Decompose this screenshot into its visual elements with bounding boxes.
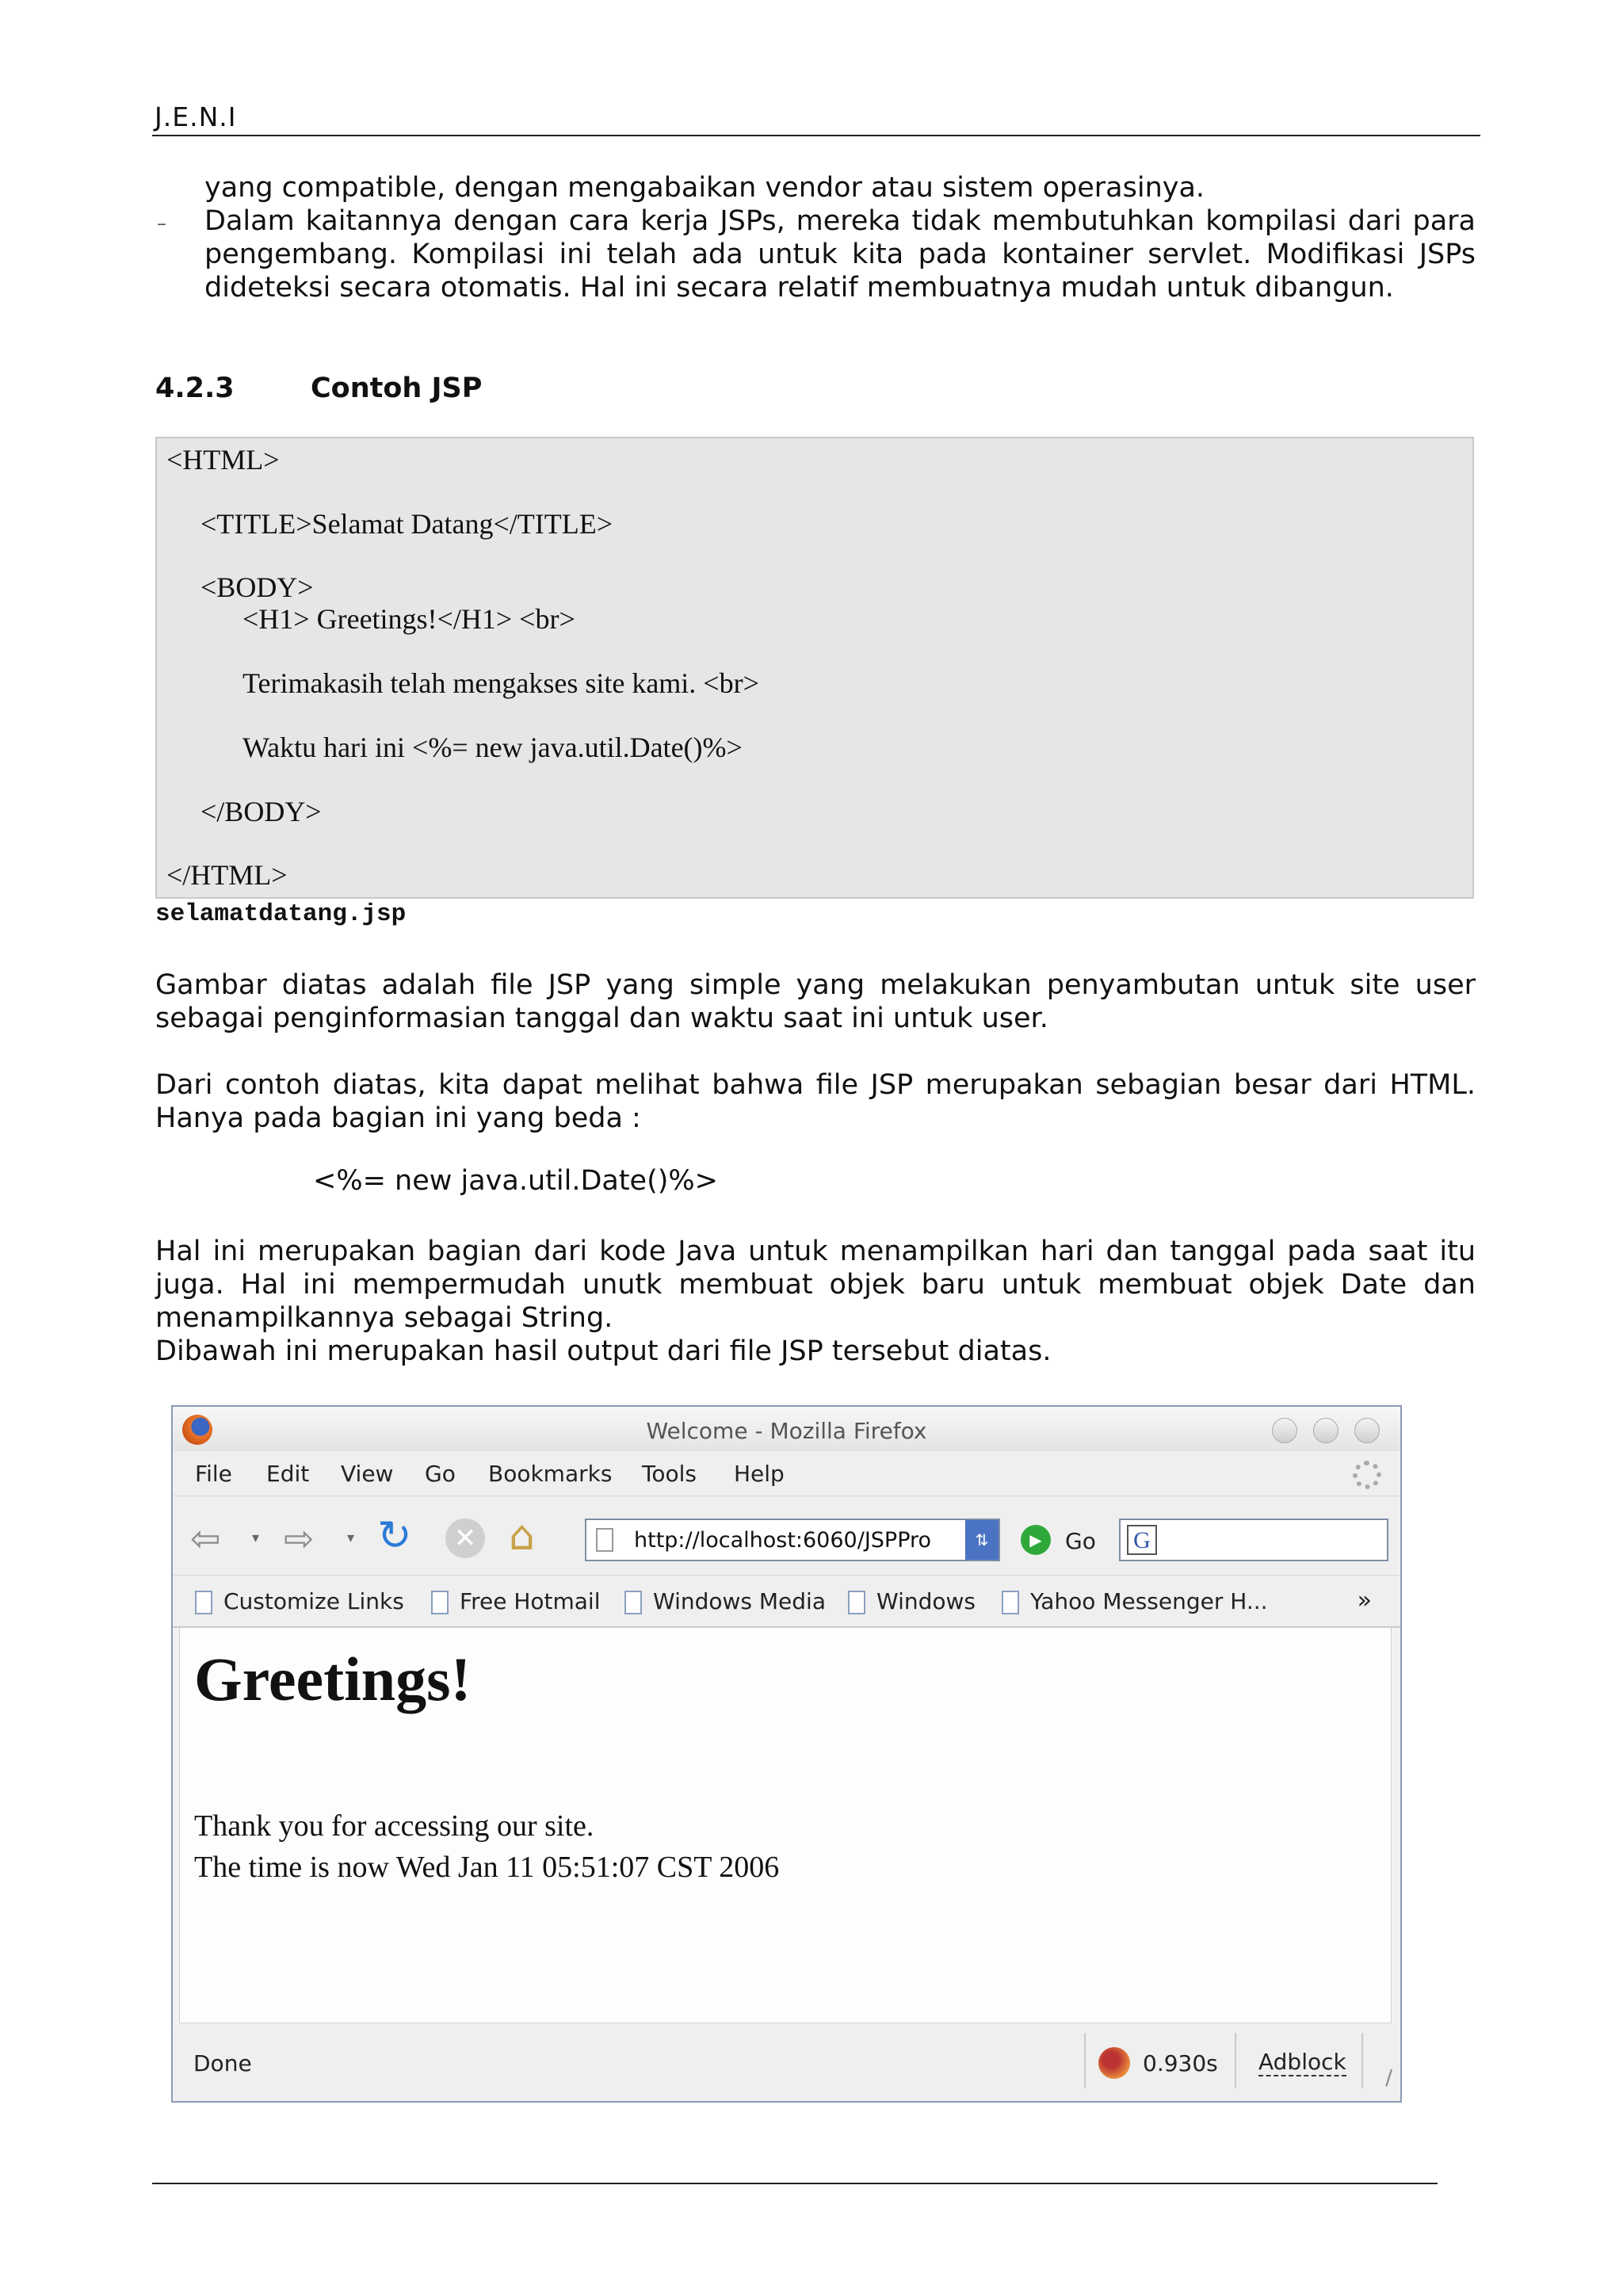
browser-window: [171, 1405, 1402, 2103]
status-divider: [1361, 2033, 1363, 2088]
continuation-line: [204, 171, 1476, 204]
paragraph-text: Gambar diatas adalah file JSP yang simple yang melakukan penyambutan untuk site user sebagai penginformasian tanggal dan waktu saat ini untuk user.: [155, 969, 1476, 1034]
paragraph-text: Hal ini merupakan bagian dari kode Java untuk menampilkan hari dan tanggal pada saat itu juga. Hal ini mempermudah unutk membuat objek baru untuk membuat objek Date dan menampilkannya sebagai String.: [155, 1236, 1476, 1334]
section-title: Contoh JSP: [311, 372, 483, 404]
forward-dropdown-icon[interactable]: ▾: [347, 1530, 355, 1546]
bookmark-label: Windows: [876, 1588, 976, 1614]
status-bar: [173, 2025, 1400, 2101]
code-line: <BODY>: [200, 571, 314, 603]
menu-go[interactable]: Go: [425, 1461, 456, 1487]
search-input[interactable]: [1119, 1519, 1388, 1561]
paragraph-text: Dari contoh diatas, kita dapat melihat bahwa file JSP merupakan sebagian besar dari HTML. Hanya pada bagian ini yang beda :: [155, 1069, 1476, 1134]
stop-button[interactable]: ✕: [445, 1519, 485, 1558]
minimize-button[interactable]: [1272, 1418, 1297, 1443]
go-icon[interactable]: ▶: [1021, 1525, 1051, 1555]
code-line: </BODY>: [200, 796, 322, 827]
close-button[interactable]: [1354, 1418, 1380, 1443]
code-listing: [155, 437, 1474, 899]
resize-grip-icon[interactable]: ∕: [1385, 2066, 1392, 2090]
menu-bookmarks[interactable]: Bookmarks: [488, 1461, 613, 1487]
bookmark-page-icon: [431, 1591, 449, 1614]
bookmark-page-icon: [624, 1591, 642, 1614]
throbber-icon: [1353, 1461, 1381, 1489]
menu-file[interactable]: File: [195, 1461, 232, 1487]
paragraph: [155, 1335, 1476, 1368]
menu-help[interactable]: Help: [734, 1461, 785, 1487]
google-search-icon[interactable]: G: [1127, 1525, 1157, 1555]
bookmark-windows[interactable]: [848, 1588, 976, 1614]
url-history-dropdown[interactable]: ⇅: [965, 1520, 999, 1560]
back-dropdown-icon[interactable]: ▾: [252, 1530, 260, 1546]
title-bar: [173, 1407, 1400, 1451]
adblock-button[interactable]: Adblock: [1258, 2049, 1346, 2075]
bookmarks-overflow-button[interactable]: »: [1357, 1587, 1372, 1614]
footer-rule: [152, 2183, 1438, 2184]
code-line: <TITLE>Selamat Datang</TITLE>: [200, 508, 613, 540]
menu-view[interactable]: View: [341, 1461, 394, 1487]
go-button-label[interactable]: Go: [1065, 1528, 1096, 1554]
bookmark-label: Yahoo Messenger H...: [1030, 1588, 1268, 1614]
page-content: [179, 1627, 1392, 2023]
inline-code-example: <%= new java.util.Date()%>: [313, 1165, 718, 1197]
bookmark-page-icon: [848, 1591, 865, 1614]
paragraph-text: Dibawah ini merupakan hasil output dari file JSP tersebut diatas.: [155, 1335, 1052, 1367]
bullet-text: Dalam kaitannya dengan cara kerja JSPs, mereka tidak membutuhkan kompilasi dari para pengembang. Kompilasi ini telah ada untuk kita pada kontainer servlet. Modifikasi JSPs dideteksi secara otomatis. Hal ini secara relatif membuatnya mudah untuk dibangun.: [204, 205, 1476, 304]
code-line: Terimakasih telah mengakses site kami. <br>: [242, 667, 759, 699]
code-line: <H1> Greetings!</H1> <br>: [242, 603, 575, 635]
bullet-item: [204, 204, 1476, 304]
bookmarks-toolbar: [173, 1575, 1400, 1628]
bookmark-free-hotmail[interactable]: [431, 1588, 600, 1614]
load-time: 0.930s: [1143, 2050, 1218, 2076]
bookmark-windows-media[interactable]: [624, 1588, 826, 1614]
status-divider: [1235, 2033, 1236, 2088]
code-line: Waktu hari ini <%= new java.util.Date()%>: [242, 732, 743, 763]
bookmark-label: Free Hotmail: [460, 1588, 601, 1614]
code-filename: selamatdatang.jsp: [155, 900, 407, 928]
continuation-text: yang compatible, dengan mengabaikan vendor atau sistem operasinya.: [204, 172, 1205, 204]
menu-tools[interactable]: Tools: [642, 1461, 697, 1487]
maximize-button[interactable]: [1313, 1418, 1338, 1443]
bookmark-page-icon: [195, 1591, 212, 1614]
paragraph: [155, 1068, 1476, 1135]
running-header: J.E.N.I: [155, 101, 237, 132]
section-number: 4.2.3: [155, 372, 235, 404]
page-time-text: The time is now Wed Jan 11 05:51:07 CST 2006: [194, 1851, 780, 1884]
forward-button[interactable]: ⇨: [284, 1517, 315, 1560]
page-text: Thank you for accessing our site.: [194, 1809, 594, 1843]
back-button[interactable]: ⇦: [190, 1517, 221, 1560]
bullet-dash: –: [157, 212, 166, 235]
bookmark-label: Customize Links: [223, 1588, 404, 1614]
bookmark-customize-links[interactable]: [195, 1588, 404, 1614]
code-line: <HTML>: [166, 444, 280, 476]
home-button[interactable]: ⌂: [509, 1512, 536, 1560]
url-bar[interactable]: [585, 1519, 1000, 1561]
window-title: Welcome - Mozilla Firefox: [646, 1418, 927, 1444]
page-heading: Greetings!: [194, 1645, 472, 1713]
status-text: Done: [193, 2050, 252, 2076]
header-rule: [152, 135, 1480, 136]
bookmark-label: Windows Media: [653, 1588, 826, 1614]
page-icon: [596, 1528, 613, 1552]
extension-status-icon[interactable]: [1098, 2047, 1130, 2079]
menu-edit[interactable]: Edit: [266, 1461, 310, 1487]
url-text: http://localhost:6060/JSPPro: [634, 1528, 932, 1553]
paragraph: [155, 968, 1476, 1035]
reload-button[interactable]: ↻: [377, 1512, 412, 1560]
code-line: </HTML>: [166, 859, 288, 891]
navigation-toolbar: [173, 1496, 1400, 1576]
bookmark-page-icon: [1002, 1591, 1019, 1614]
status-divider: [1084, 2033, 1086, 2088]
bookmark-yahoo-messenger[interactable]: [1002, 1588, 1268, 1614]
menu-bar: [173, 1451, 1400, 1496]
paragraph: [155, 1235, 1476, 1335]
